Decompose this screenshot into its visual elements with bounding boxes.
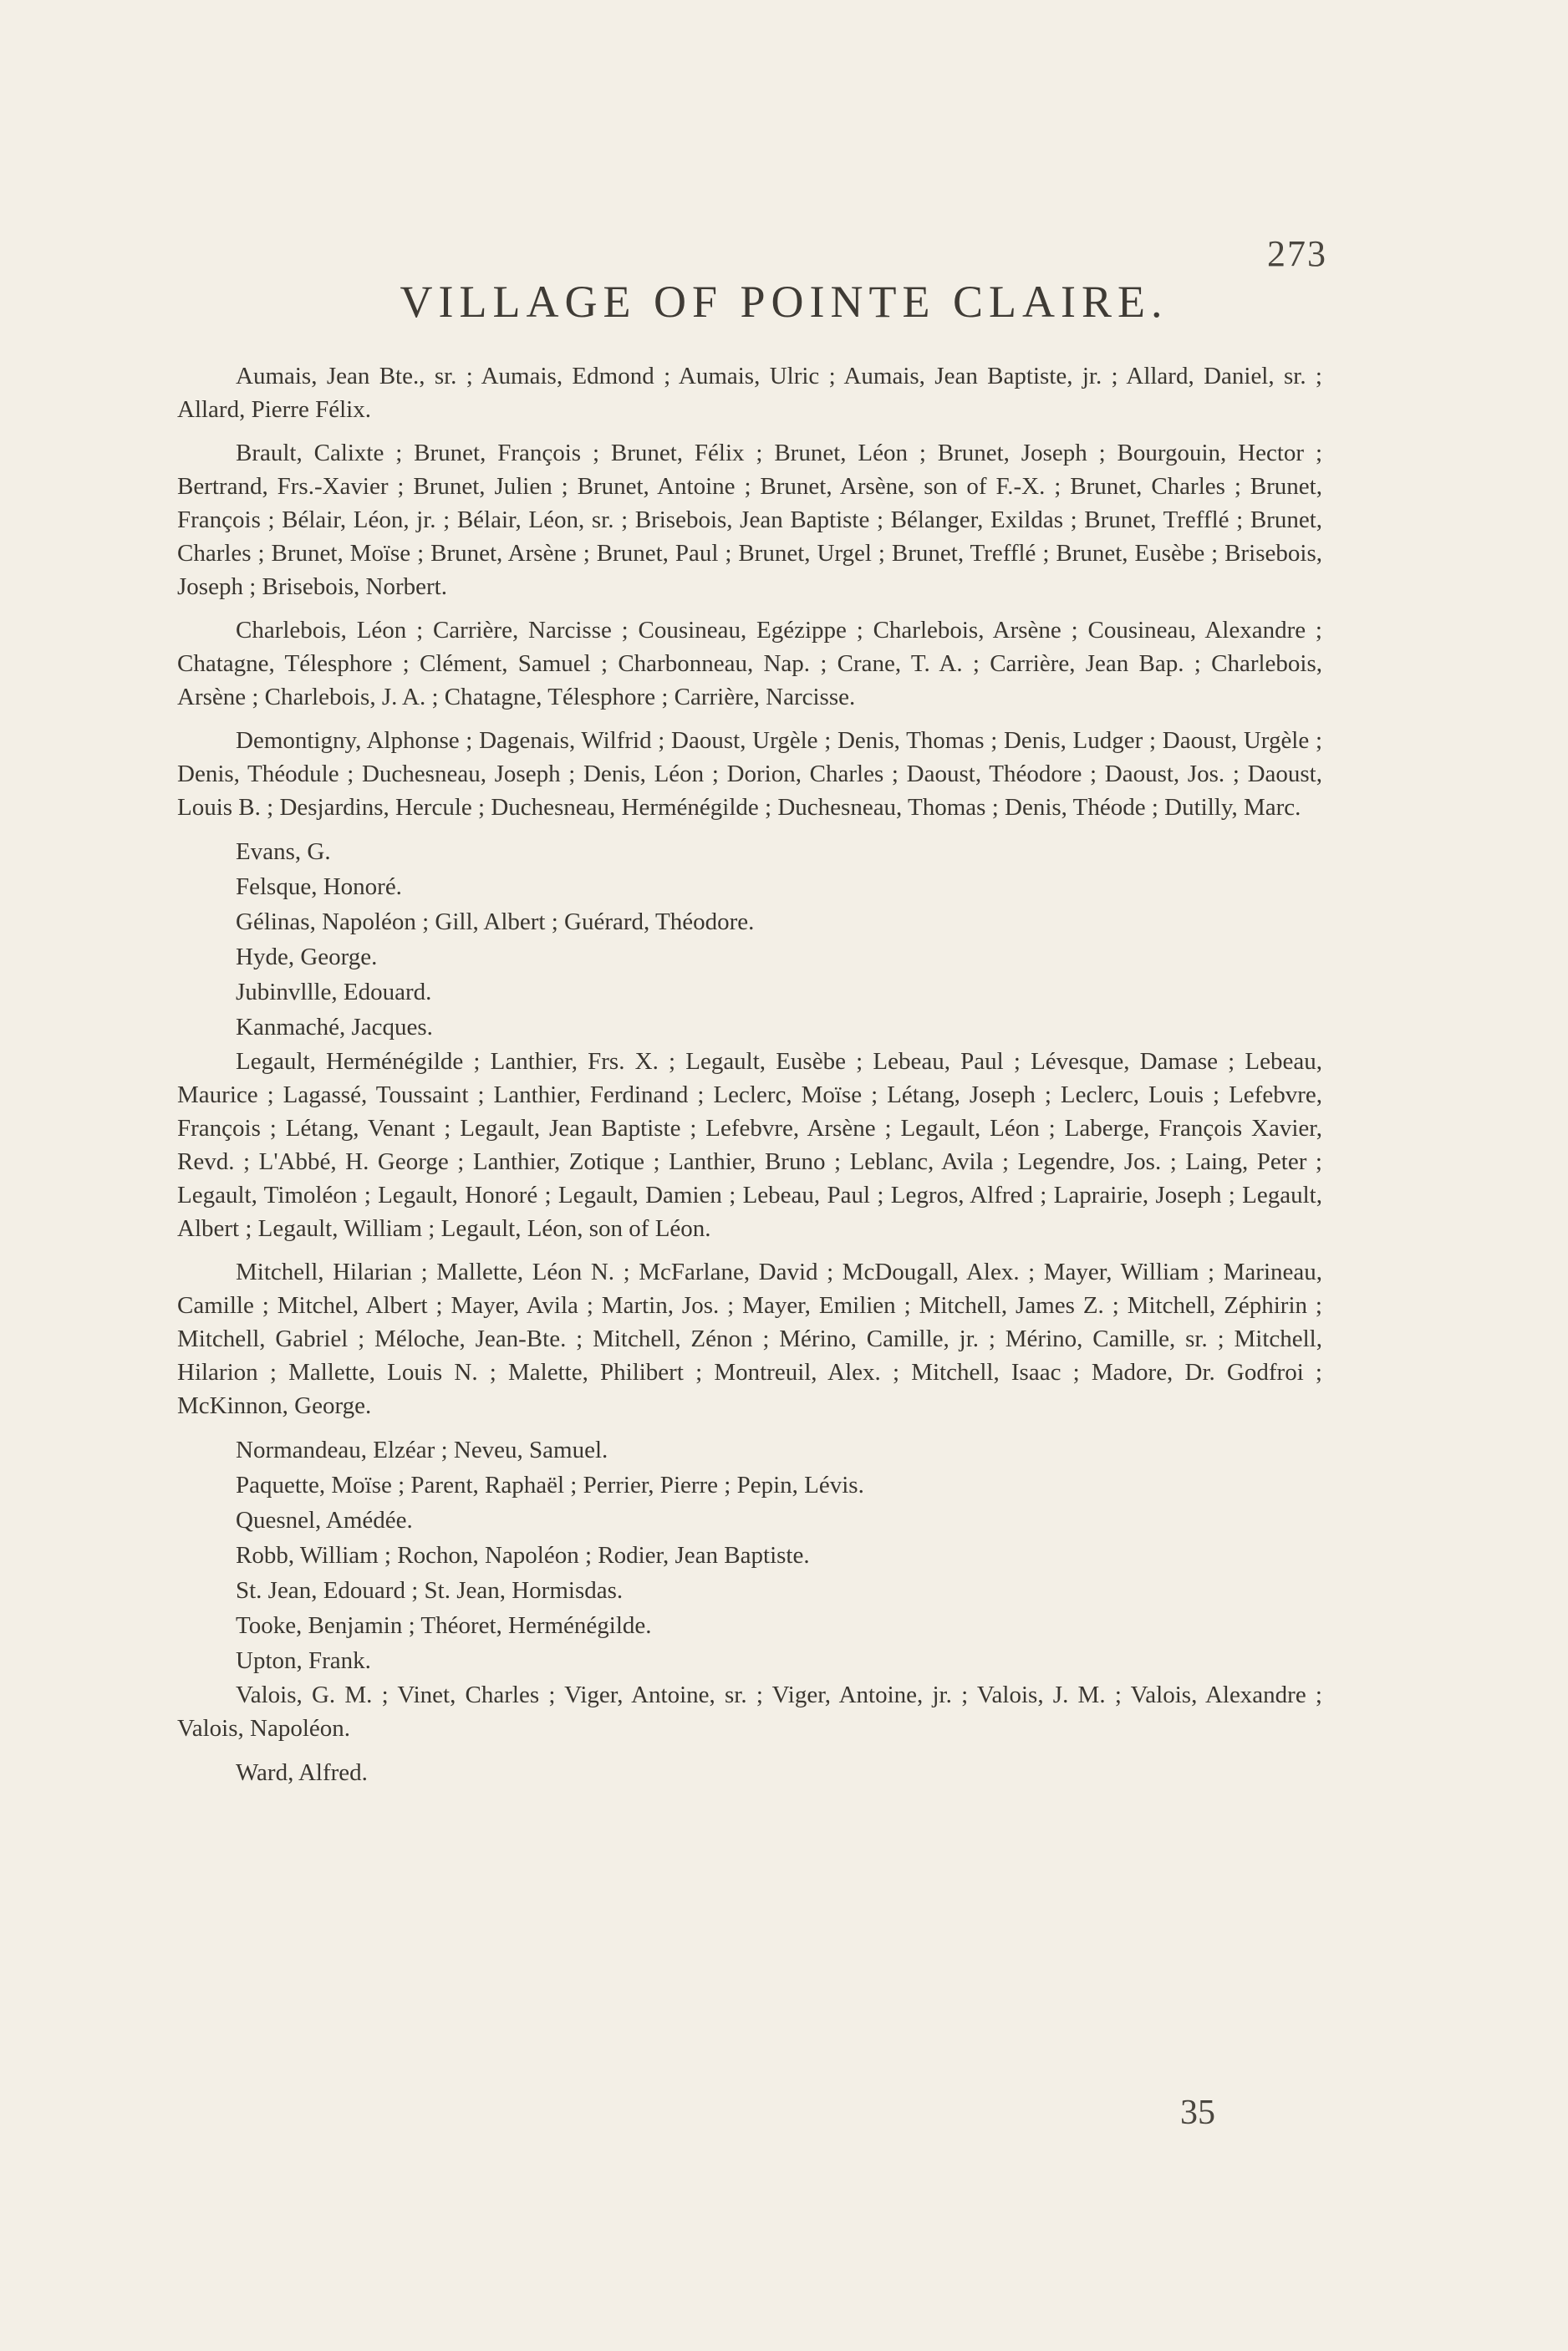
line-h: Hyde, George. <box>236 944 378 970</box>
line-q: Quesnel, Amédée. <box>236 1507 413 1534</box>
line-f: Felsque, Honoré. <box>236 873 402 900</box>
line-t: Tooke, Benjamin ; Théoret, Herménégilde. <box>236 1612 652 1639</box>
line-k: Kanmaché, Jacques. <box>236 1014 433 1041</box>
paragraph-d: Demontigny, Alphonse ; Dagenais, Wilfrid ; Daoust, Urgèle ; Denis, Thomas ; Denis, Ludger ; Daoust, Urgèle ; Denis, Théodule ; Duchesneau, Joseph ; Denis, Léon ; Dorion, Charles ; Daoust, Théodore ; Daoust, Jos. ; Daoust, Louis B. ; Desjardins, Hercule ; Duchesneau, Herménégilde ; Duchesneau, Thomas ; Denis, Théode ; Dutilly, Marc. <box>177 727 1322 821</box>
line-j: Jubinvllle, Edouard. <box>236 979 432 1005</box>
name-list <box>177 359 1322 1790</box>
line-n: Normandeau, Elzéar ; Neveu, Samuel. <box>236 1437 608 1463</box>
page-title: VILLAGE OF POINTE CLAIRE. <box>400 277 1168 327</box>
line-s: St. Jean, Edouard ; St. Jean, Hormisdas. <box>236 1577 624 1604</box>
paragraph-m: Mitchell, Hilarian ; Mallette, Léon N. ; McFarlane, David ; McDougall, Alex. ; Mayer, William ; Marineau, Camille ; Mitchel, Albert ; Mayer, Avila ; Martin, Jos. ; Mayer, Emilien ; Mitchell, James Z. ; Mitchell, Zéphirin ; Mitchell, Gabriel ; Méloche, Jean-Bte. ; Mitchell, Zénon ; Mérino, Camille, jr. ; Mérino, Camille, sr. ; Mitchell, Hilarion ; Mallette, Louis N. ; Malette, Philibert ; Montreuil, Alex. ; Mitchell, Isaac ; Madore, Dr. Godfroi ; McKinnon, George. <box>177 1259 1322 1419</box>
line-g: Gélinas, Napoléon ; Gill, Albert ; Guérard, Théodore. <box>236 908 755 935</box>
line-w: Ward, Alfred. <box>236 1759 368 1786</box>
paragraph-a: Aumais, Jean Bte., sr. ; Aumais, Edmond ; Aumais, Ulric ; Aumais, Jean Baptiste, jr. ; Allard, Daniel, sr. ; Allard, Pierre Félix. <box>177 363 1322 423</box>
signature-mark: 35 <box>1180 2094 1215 2132</box>
line-r: Robb, William ; Rochon, Napoléon ; Rodier, Jean Baptiste. <box>236 1542 810 1569</box>
paragraph-v: Valois, G. M. ; Vinet, Charles ; Viger, Antoine, sr. ; Viger, Antoine, jr. ; Valois, J. M. ; Valois, Alexandre ; Valois, Napoléon. <box>177 1682 1322 1742</box>
paragraph-l: Legault, Herménégilde ; Lanthier, Frs. X. ; Legault, Eusèbe ; Lebeau, Paul ; Lévesque, Damase ; Lebeau, Maurice ; Lagassé, Toussaint ; Lanthier, Ferdinand ; Leclerc, Moïse ; Létang, Joseph ; Leclerc, Louis ; Lefebvre, François ; Létang, Venant ; Legault, Jean Baptiste ; Lefebvre, Arsène ; Legault, Léon ; Laberge, François Xavier, Revd. ; L'Abbé, H. George ; Lanthier, Zotique ; Lanthier, Bruno ; Leblanc, Avila ; Legendre, Jos. ; Laing, Peter ; Legault, Timoléon ; Legault, Honoré ; Legault, Damien ; Lebeau, Paul ; Legros, Alfred ; Laprairie, Joseph ; Legault, Albert ; Legault, William ; Legault, Léon, son of Léon. <box>177 1048 1322 1242</box>
line-u: Upton, Frank. <box>236 1647 371 1674</box>
line-e: Evans, G. <box>236 838 331 865</box>
line-p: Paquette, Moïse ; Parent, Raphaël ; Perrier, Pierre ; Pepin, Lévis. <box>236 1472 864 1499</box>
page-number: 273 <box>1267 233 1327 274</box>
paragraph-b: Brault, Calixte ; Brunet, François ; Brunet, Félix ; Brunet, Léon ; Brunet, Joseph ; Bourgouin, Hector ; Bertrand, Frs.-Xavier ; Brunet, Julien ; Brunet, Antoine ; Brunet, Arsène, son of F.-X. ; Brunet, Charles ; Brunet, François ; Bélair, Léon, jr. ; Bélair, Léon, sr. ; Brisebois, Jean Baptiste ; Bélanger, Exildas ; Brunet, Trefflé ; Brunet, Charles ; Brunet, Moïse ; Brunet, Arsène ; Brunet, Paul ; Brunet, Urgel ; Brunet, Trefflé ; Brunet, Eusèbe ; Brisebois, Joseph ; Brisebois, Norbert. <box>177 440 1322 600</box>
paragraph-c: Charlebois, Léon ; Carrière, Narcisse ; Cousineau, Egézippe ; Charlebois, Arsène ; Cousineau, Alexandre ; Chatagne, Télesphore ; Clément, Samuel ; Charbonneau, Nap. ; Crane, T. A. ; Carrière, Jean Bap. ; Charlebois, Arsène ; Charlebois, J. A. ; Chatagne, Télesphore ; Carrière, Narcisse. <box>177 617 1322 710</box>
